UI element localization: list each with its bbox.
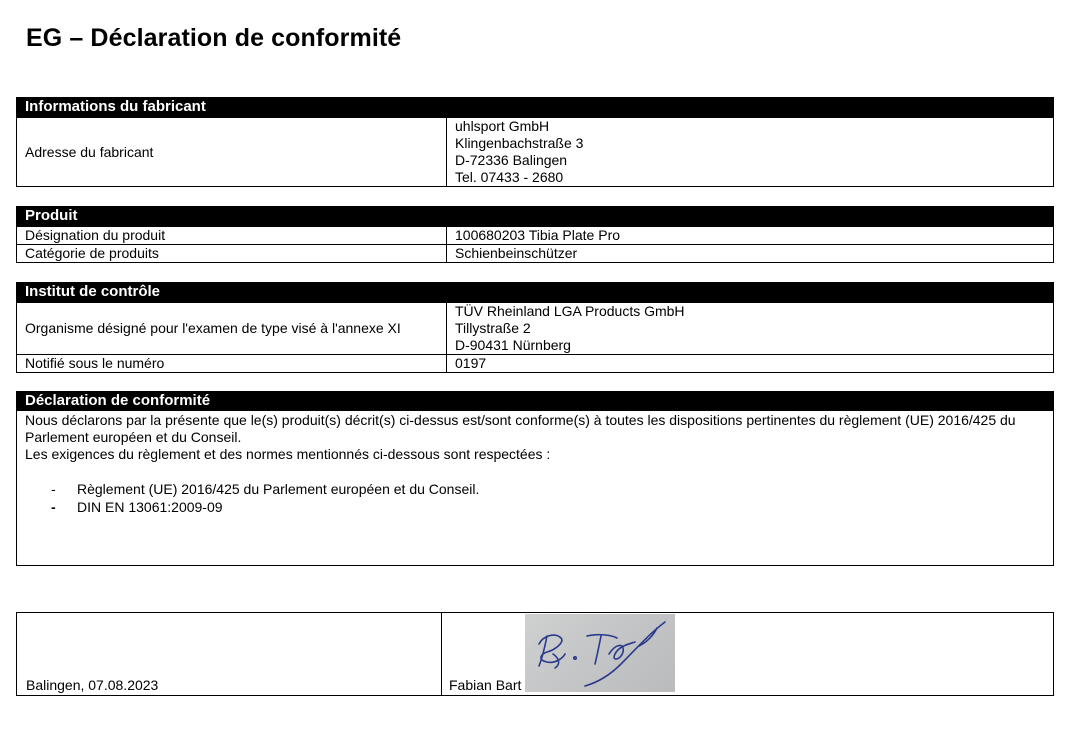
table-row: [17, 303, 1054, 355]
institute-heading: Institut de contrôle: [16, 282, 1054, 302]
product-section: [16, 206, 1054, 263]
list-dash: -: [51, 499, 56, 515]
manufacturer-address-label: Adresse du fabricant: [17, 118, 447, 187]
address-line: uhlsport GmbH: [455, 118, 550, 134]
list-dash: -: [51, 481, 56, 497]
signature-image: [525, 614, 675, 692]
place-date: Balingen, 07.08.2023: [26, 677, 159, 693]
manufacturer-table: [16, 117, 1054, 187]
manufacturer-address-value: [447, 118, 1054, 187]
address-line: D-90431 Nürnberg: [455, 337, 571, 353]
manufacturer-section: [16, 97, 1054, 187]
signature-block: [16, 612, 1054, 696]
product-heading: Produit: [16, 206, 1054, 226]
manufacturer-heading: Informations du fabricant: [16, 97, 1054, 117]
table-row: [17, 227, 1054, 245]
product-designation-label: Désignation du produit: [17, 227, 447, 245]
place-date-cell: [17, 613, 442, 695]
signer-name: Fabian Bart: [449, 677, 522, 693]
product-category-label: Catégorie de produits: [17, 245, 447, 263]
product-designation-value: 100680203 Tibia Plate Pro: [447, 227, 1054, 245]
product-category-value: Schienbeinschützer: [447, 245, 1054, 263]
declaration-paragraph: Les exigences du règlement et des normes mentionnés ci-dessous sont respectées :: [25, 446, 551, 462]
list-item: [25, 480, 1045, 498]
notified-number-value: 0197: [447, 355, 1054, 373]
institute-section: [16, 282, 1054, 373]
declaration-body: [16, 411, 1054, 566]
product-table: [16, 226, 1054, 263]
notified-body-value: [447, 303, 1054, 355]
standards-list: [25, 480, 1045, 516]
notified-number-label: Notifié sous le numéro: [17, 355, 447, 373]
notified-body-label: Organisme désigné pour l'examen de type visé à l'annexe XI: [17, 303, 447, 355]
address-line: TÜV Rheinland LGA Products GmbH: [455, 303, 685, 319]
signature-scribble: [525, 614, 675, 692]
declaration-paragraph: Nous déclarons par la présente que le(s) produit(s) décrit(s) ci-dessus est/sont conforme(s) à toutes les dispositions pertinentes du règlement (UE) 2016/425 du Parlement européen et du Conseil.: [25, 412, 1016, 445]
address-line: D-72336 Balingen: [455, 152, 568, 168]
address-line: Tillystraße 2: [455, 320, 531, 336]
document-title: EG – Déclaration de conformité: [26, 24, 402, 52]
list-item-text: Règlement (UE) 2016/425 du Parlement européen et du Conseil.: [77, 481, 480, 497]
list-item-text: DIN EN 13061:2009-09: [77, 499, 223, 515]
declaration-section: [16, 391, 1054, 566]
declaration-heading: Déclaration de conformité: [16, 391, 1054, 411]
institute-table: [16, 302, 1054, 373]
table-row: [17, 355, 1054, 373]
address-line: Tel. 07433 - 2680: [455, 169, 564, 185]
address-line: Klingenbachstraße 3: [455, 135, 584, 151]
list-item: [25, 498, 1045, 516]
table-row: [17, 245, 1054, 263]
